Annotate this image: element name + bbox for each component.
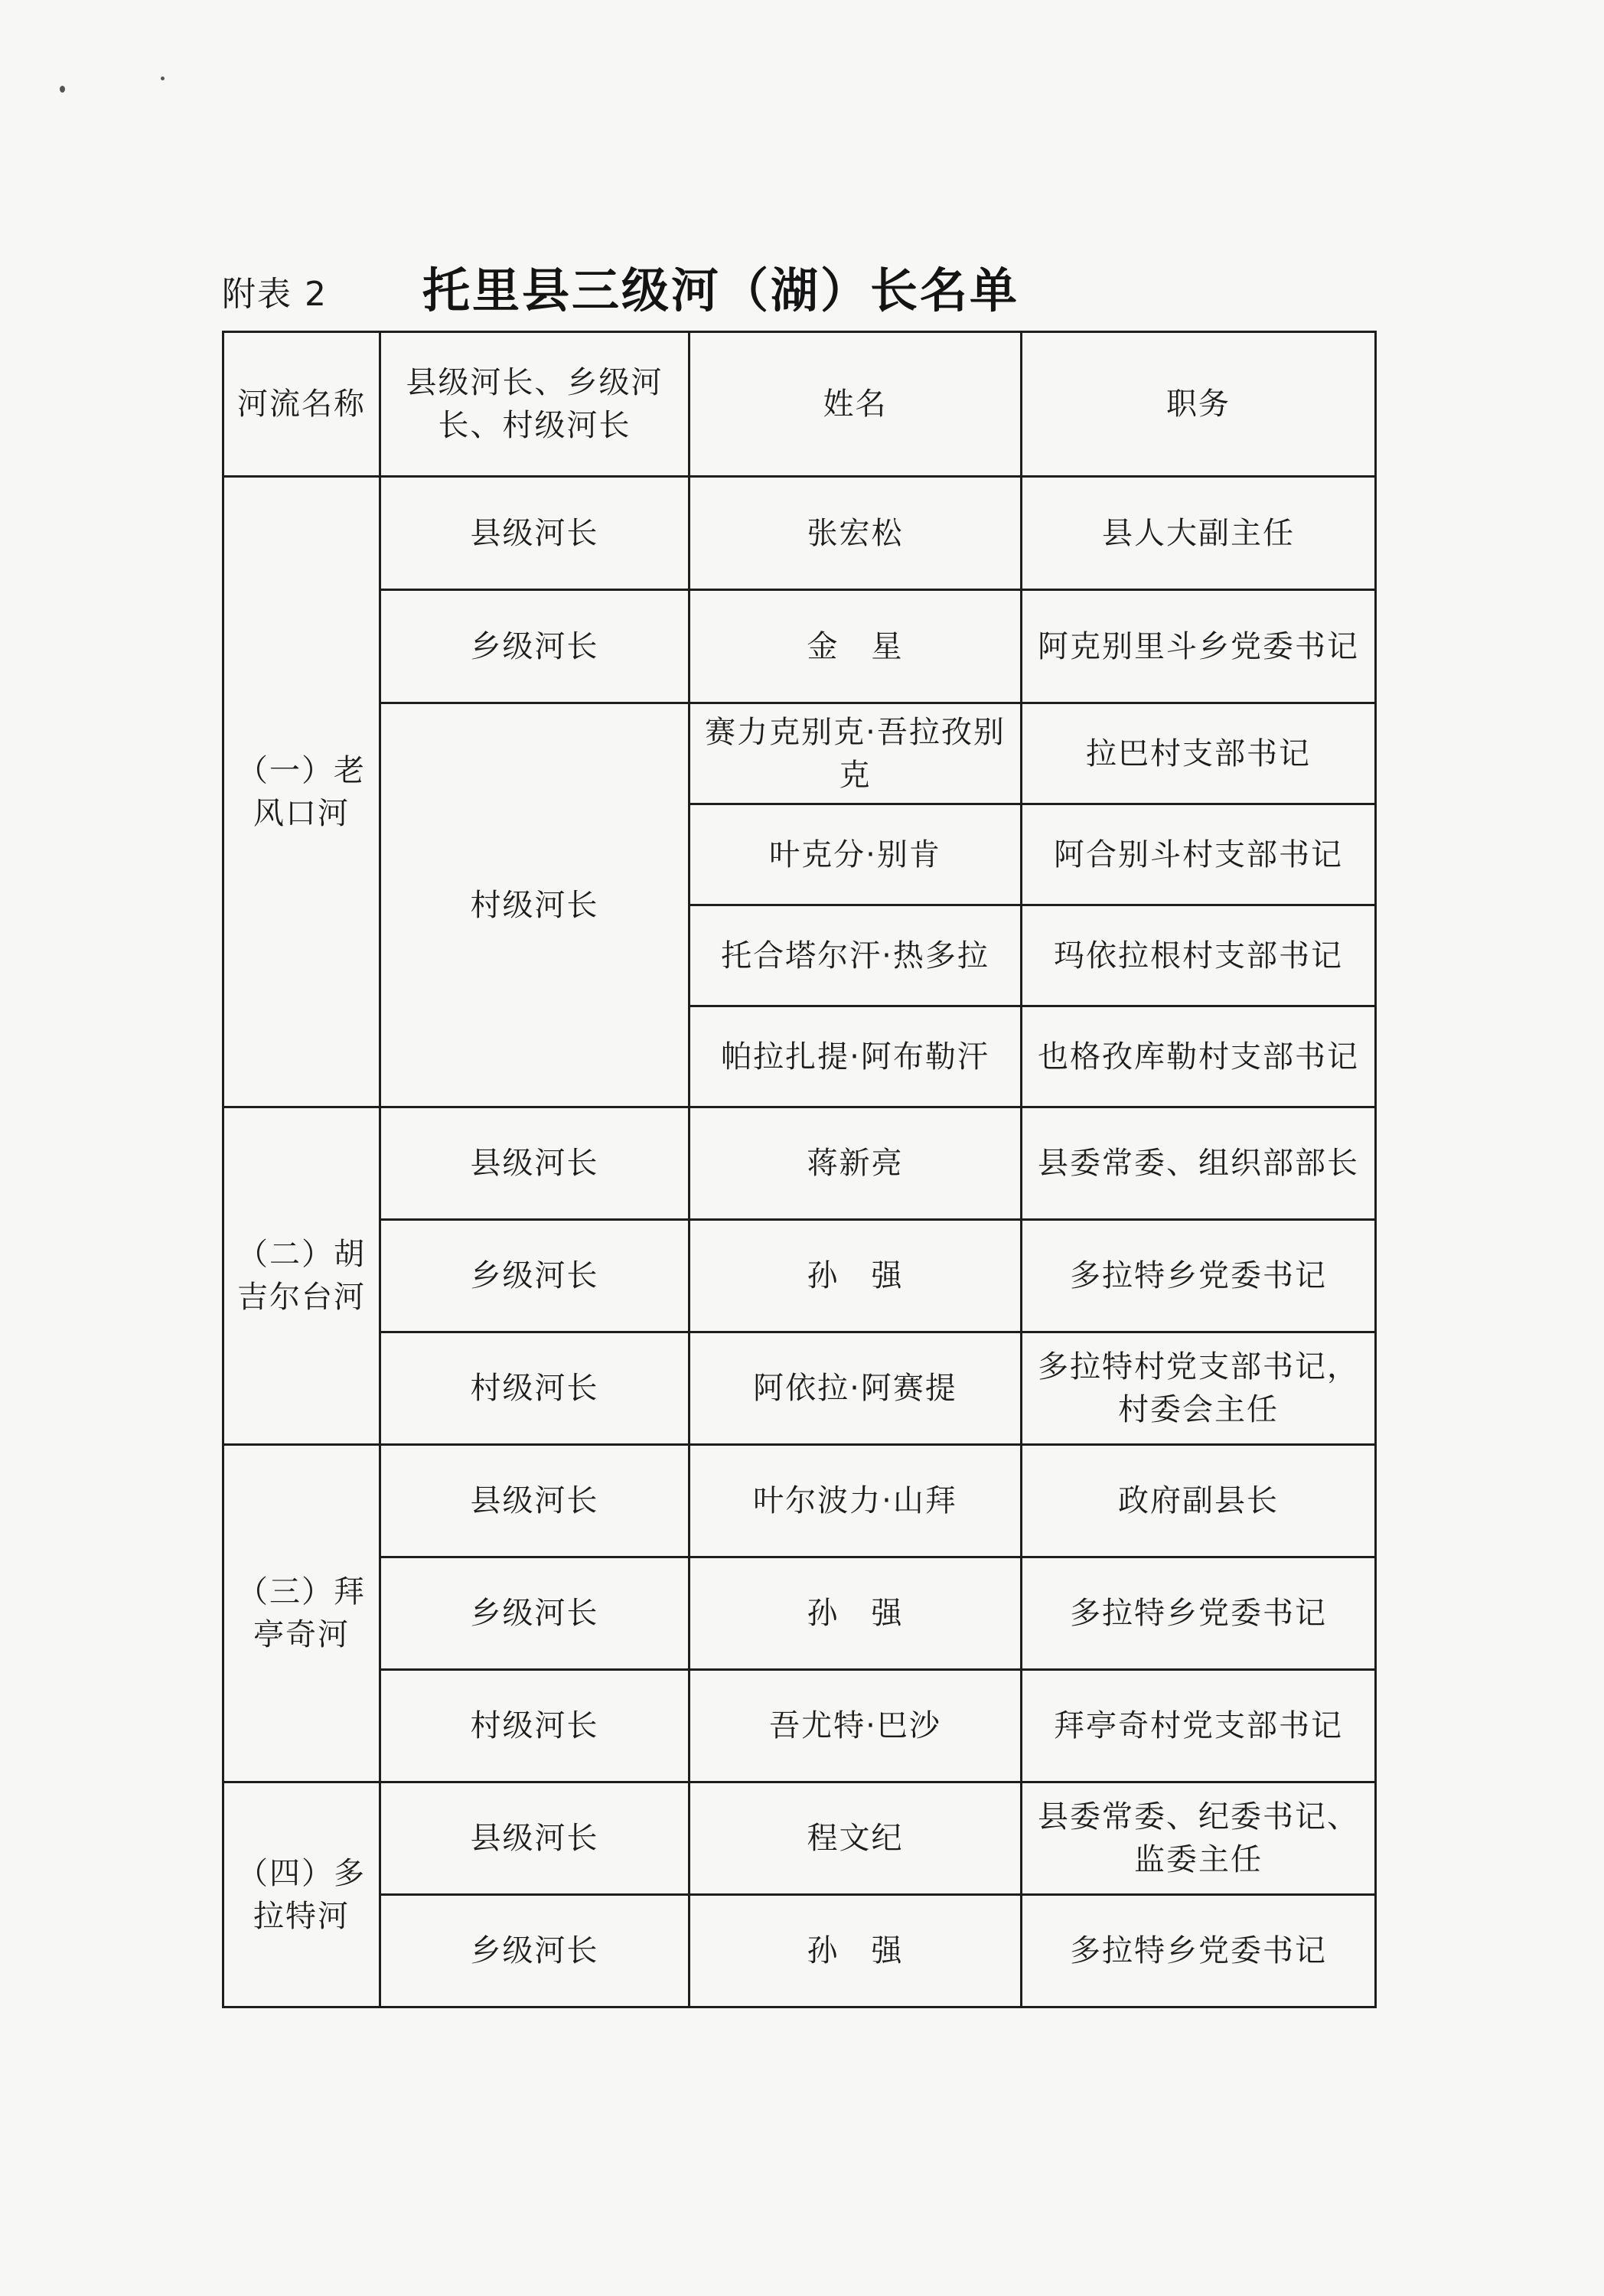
level-cell: 乡级河长 xyxy=(380,1895,690,2007)
page-header xyxy=(222,245,1370,329)
position-cell: 阿克别里斗乡党委书记 xyxy=(1022,590,1376,703)
position-cell: 玛依拉根村支部书记 xyxy=(1022,905,1376,1006)
name-cell: 吾尤特·巴沙 xyxy=(690,1670,1022,1782)
level-cell: 村级河长 xyxy=(380,1332,690,1445)
table-row xyxy=(223,1107,1376,1220)
position-cell: 县委常委、纪委书记、监委主任 xyxy=(1022,1782,1376,1895)
name-cell: 叶尔波力·山拜 xyxy=(690,1445,1022,1557)
level-cell: 乡级河长 xyxy=(380,1557,690,1670)
scan-speck xyxy=(60,86,65,93)
level-cell: 县级河长 xyxy=(380,477,690,590)
river-chief-table xyxy=(222,331,1377,2008)
table-row xyxy=(223,590,1376,703)
table-row xyxy=(223,477,1376,590)
table-row xyxy=(223,1782,1376,1895)
position-cell: 多拉特乡党委书记 xyxy=(1022,1220,1376,1332)
level-cell: 县级河长 xyxy=(380,1445,690,1557)
position-cell: 政府副县长 xyxy=(1022,1445,1376,1557)
name-cell: 张宏松 xyxy=(690,477,1022,590)
position-cell: 阿合别斗村支部书记 xyxy=(1022,804,1376,905)
name-cell: 托合塔尔汗·热多拉 xyxy=(690,905,1022,1006)
river-name-cell: （三）拜亭奇河 xyxy=(223,1445,380,1782)
level-cell: 村级河长 xyxy=(380,703,690,1107)
name-cell: 金 星 xyxy=(690,590,1022,703)
level-cell: 乡级河长 xyxy=(380,1220,690,1332)
name-cell: 孙 强 xyxy=(690,1895,1022,2007)
river-name-cell: （二）胡吉尔台河 xyxy=(223,1107,380,1445)
scan-speck xyxy=(161,77,165,80)
level-cell: 县级河长 xyxy=(380,1782,690,1895)
column-header-name: 姓名 xyxy=(690,332,1022,477)
river-chief-table-container xyxy=(222,331,1374,2008)
table-row xyxy=(223,703,1376,804)
name-cell: 蒋新亮 xyxy=(690,1107,1022,1220)
name-cell: 叶克分·别肯 xyxy=(690,804,1022,905)
position-cell: 也格孜库勒村支部书记 xyxy=(1022,1006,1376,1107)
position-cell: 县委常委、组织部部长 xyxy=(1022,1107,1376,1220)
table-row xyxy=(223,1670,1376,1782)
level-cell: 乡级河长 xyxy=(380,590,690,703)
name-cell: 赛力克别克·吾拉孜别克 xyxy=(690,703,1022,804)
document-title: 托里县三级河（湖）长名单 xyxy=(422,263,1020,318)
appendix-label: 附表 2 xyxy=(222,275,328,314)
river-name-cell: （一）老风口河 xyxy=(223,477,380,1107)
column-header-river: 河流名称 xyxy=(223,332,380,477)
name-cell: 帕拉扎提·阿布勒汗 xyxy=(690,1006,1022,1107)
name-cell: 程文纪 xyxy=(690,1782,1022,1895)
level-cell: 村级河长 xyxy=(380,1670,690,1782)
table-row xyxy=(223,1557,1376,1670)
name-cell: 阿依拉·阿赛提 xyxy=(690,1332,1022,1445)
table-row xyxy=(223,1332,1376,1445)
name-cell: 孙 强 xyxy=(690,1220,1022,1332)
position-cell: 拜亭奇村党支部书记 xyxy=(1022,1670,1376,1782)
name-cell: 孙 强 xyxy=(690,1557,1022,1670)
position-cell: 拉巴村支部书记 xyxy=(1022,703,1376,804)
table-row xyxy=(223,1220,1376,1332)
position-cell: 多拉特村党支部书记，村委会主任 xyxy=(1022,1332,1376,1445)
table-row xyxy=(223,1445,1376,1557)
position-cell: 多拉特乡党委书记 xyxy=(1022,1895,1376,2007)
table-row xyxy=(223,1895,1376,2007)
table-header-row xyxy=(223,332,1376,477)
level-cell: 县级河长 xyxy=(380,1107,690,1220)
position-cell: 县人大副主任 xyxy=(1022,477,1376,590)
column-header-position: 职务 xyxy=(1022,332,1376,477)
column-header-level: 县级河长、乡级河长、村级河长 xyxy=(380,332,690,477)
position-cell: 多拉特乡党委书记 xyxy=(1022,1557,1376,1670)
river-name-cell: （四）多拉特河 xyxy=(223,1782,380,2007)
